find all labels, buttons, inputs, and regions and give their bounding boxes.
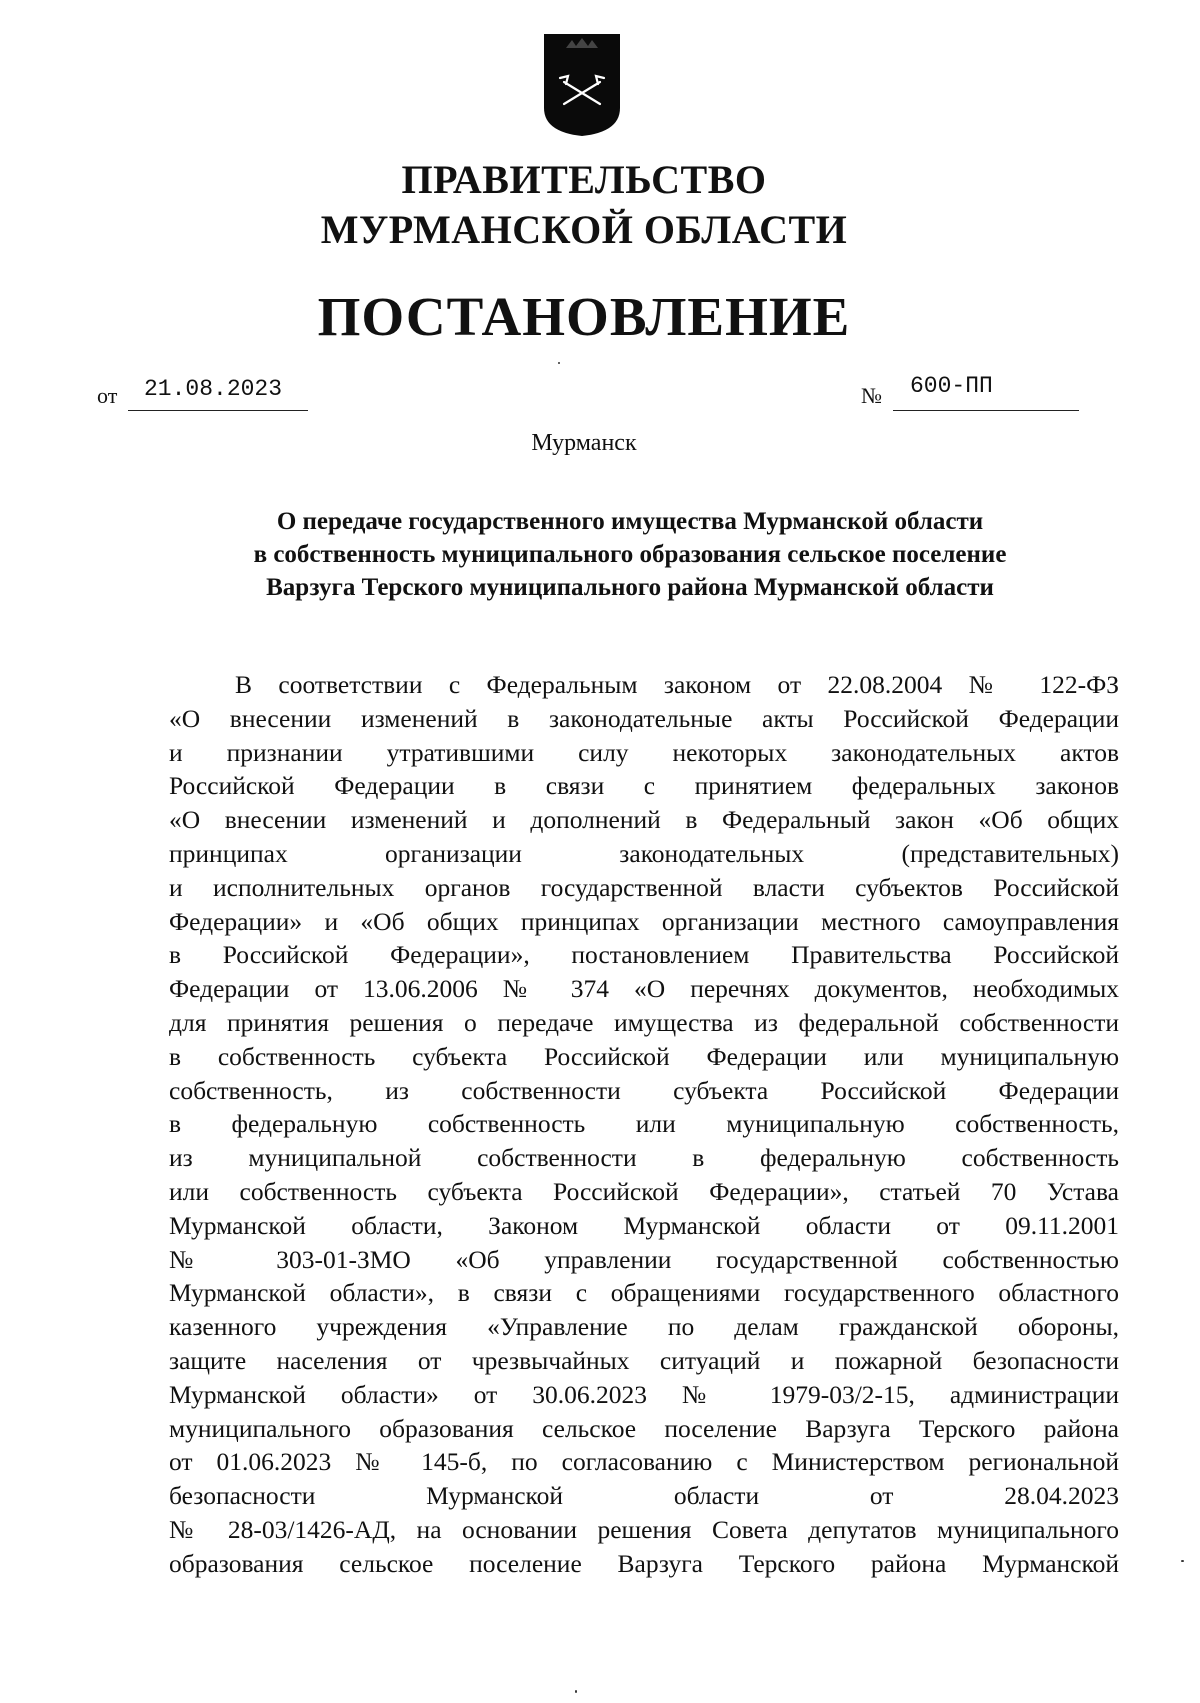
body-line: и исполнительных органов государственной власти субъектов Российской (169, 872, 1119, 902)
number-field (893, 374, 1079, 411)
document-type-title: ПОСТАНОВЛЕНИЕ (317, 286, 851, 347)
body-paragraph (169, 668, 1119, 1581)
body-line: В соответствии с Федеральным законом от 22.08.2004 № 122-ФЗ (235, 670, 1119, 699)
subject-line: в собственность муниципального образования сельское поселение (253, 541, 1007, 568)
body-line: от 01.06.2023 № 145-б, по согласованию с Министерством региональной (169, 1447, 1119, 1477)
subject-line: Варзуга Терского муниципального района Мурманской области (266, 574, 994, 601)
body-line: в Российской Федерации», постановлением Правительства Российской (169, 940, 1119, 970)
authority-name-line2: МУРМАНСКОЙ ОБЛАСТИ (320, 207, 848, 252)
document-subject (180, 505, 1080, 604)
number-prefix-label: № (861, 383, 882, 408)
body-line: «О внесении изменений в законодательные акты Российской Федерации (169, 703, 1119, 733)
body-line: № 28-03/1426-АД, на основании решения Совета депутатов муниципального (169, 1514, 1119, 1544)
scan-speck (575, 1690, 577, 1693)
body-line: собственность, из собственности субъекта Российской Федерации (169, 1075, 1119, 1105)
body-line: Федерации от 13.06.2006 № 374 «О перечнях документов, необходимых (169, 974, 1119, 1004)
authority-name-line1: ПРАВИТЕЛЬСТВО (401, 157, 767, 202)
body-line: Федерации» и «Об общих принципах организации местного самоуправления (169, 906, 1119, 936)
body-line: № 303-01-ЗМО «Об управлении государственной собственностью (169, 1244, 1119, 1274)
date-field (128, 374, 308, 411)
scan-speck (558, 362, 560, 364)
body-line: Мурманской области» от 30.06.2023 № 1979-03/2-15, администрации (169, 1379, 1119, 1409)
document-date: 21.08.2023 (144, 376, 283, 402)
body-line: Мурманской области», в связи с обращениями государственного областного (169, 1278, 1119, 1308)
body-line: муниципального образования сельское поселение Варзуга Терского района (169, 1413, 1119, 1443)
subject-line: О передаче государственного имущества Мурманской области (276, 508, 984, 535)
body-line: в федеральную собственность или муниципальную собственность, (169, 1109, 1119, 1139)
body-line: Российской Федерации в связи с принятием федеральных законов (169, 771, 1119, 801)
coat-of-arms-icon (542, 30, 622, 138)
body-line: и признании утратившими силу некоторых законодательных актов (169, 737, 1119, 767)
body-line: принципах организации законодательных (представительных) (169, 838, 1119, 868)
date-prefix-label: от (97, 383, 118, 408)
body-line: образования сельское поселение Варзуга Терского района Мурманской (169, 1548, 1119, 1578)
body-line: в собственность субъекта Российской Федерации или муниципальную (169, 1041, 1119, 1071)
city-name: Мурманск (531, 430, 637, 456)
body-line: «О внесении изменений и дополнений в Федеральный закон «Об общих (169, 805, 1119, 835)
body-line: безопасности Мурманской области от 28.04.2023 (169, 1481, 1119, 1511)
body-line: защите населения от чрезвычайных ситуаций и пожарной безопасности (169, 1345, 1119, 1375)
body-line: казенного учреждения «Управление по делам гражданской обороны, (169, 1312, 1119, 1342)
body-line: Мурманской области, Законом Мурманской области от 09.11.2001 (169, 1210, 1119, 1240)
body-line: или собственность субъекта Российской Федерации», статьей 70 Устава (169, 1176, 1119, 1206)
scan-speck (1181, 1560, 1184, 1562)
body-line: для принятия решения о передаче имущества из федеральной собственности (169, 1007, 1119, 1037)
document-number: 600-ПП (910, 373, 993, 399)
body-line: из муниципальной собственности в федеральную собственность (169, 1143, 1119, 1173)
